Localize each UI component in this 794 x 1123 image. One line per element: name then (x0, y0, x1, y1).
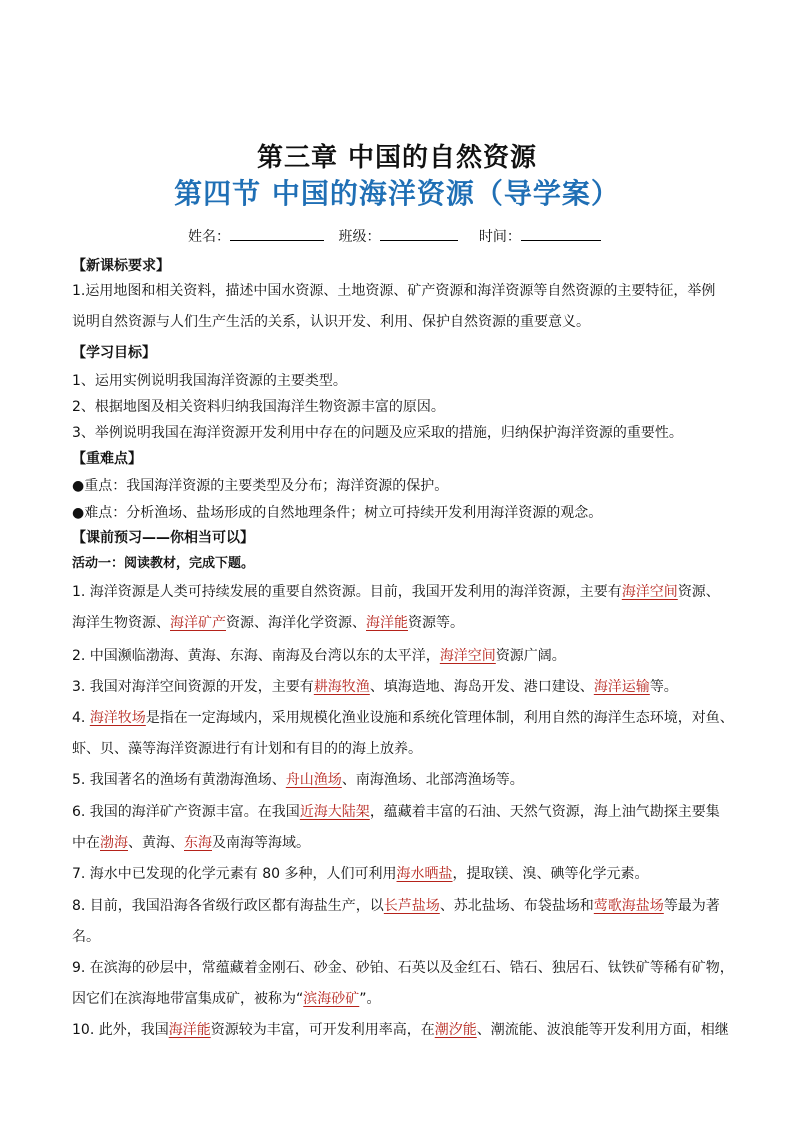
chapter-title: 第三章 中国的自然资源 (256, 143, 538, 173)
item-8-line-1 (72, 891, 732, 922)
item-7 (72, 859, 732, 890)
goal-1: 1、运用实例说明我国海洋资源的主要类型。 (72, 373, 347, 389)
answer-text: 东海 (184, 835, 212, 851)
item-text: 2. 中国濒临渤海、黄海、东海、南海及台湾以东的太平洋， (72, 648, 440, 664)
item-text: 10. 此外，我国 (72, 1022, 169, 1038)
item-text: 及南海等海域。 (212, 835, 310, 851)
answer-text: 海洋运输 (593, 679, 650, 695)
preview-heading: 【课前预习——你相当可以】 (72, 530, 254, 546)
item-text: 资源、 (677, 584, 720, 600)
item-text: 资源等。 (408, 615, 464, 631)
item-4-line-2: 虾、贝、藻等海洋资源进行有计划和有目的的海上放养。 (72, 741, 422, 757)
item-text: 3. 我国对海洋空间资源的开发，主要有 (72, 679, 314, 695)
item-1-line-1 (72, 577, 732, 608)
item-text: 8. 目前，我国沿海各省级行政区都有海盐生产，以 (72, 898, 384, 914)
item-text: 资源、海洋化学资源、 (226, 615, 366, 631)
item-3 (72, 672, 732, 703)
item-text: ”。 (359, 991, 381, 1007)
item-text: 等最为著 (663, 898, 720, 914)
item-text: 因它们在滨海地带富集成矿，被称为“ (72, 991, 304, 1007)
item-5 (72, 765, 732, 796)
item-text: 是指在一定海域内，采用规模化渔业设施和系统化管理体制，利用自然的海洋生态环境，对鱼、 (145, 710, 734, 726)
item-9-line-2 (72, 984, 732, 1015)
answer-text: 海洋能 (366, 615, 408, 631)
keypoints-heading: 【重难点】 (72, 451, 142, 467)
answer-text: 海洋能 (168, 1022, 211, 1038)
goals-heading: 【学习目标】 (72, 345, 156, 361)
item-text: 海洋生物资源、 (72, 615, 170, 631)
answer-text: 长芦盐场 (383, 898, 440, 914)
answer-text: 舟山渔场 (285, 772, 342, 788)
section-title: 第四节 中国的海洋资源（导学案） (174, 177, 620, 210)
answer-text: 海水晒盐 (396, 866, 453, 882)
curriculum-heading: 【新课标要求】 (72, 258, 170, 274)
answer-text: 耕海牧渔 (313, 679, 370, 695)
item-9-line-1: 9. 在滨海的砂层中，常蕴藏着金刚石、砂金、砂铂、石英以及金红石、锆石、独居石、钛铁矿等稀有矿物， (72, 960, 734, 976)
answer-text: 海洋空间 (621, 584, 678, 600)
item-text: ，蕴藏着丰富的石油、天然气资源，海上油气勘探主要集 (369, 804, 720, 820)
item-text: 、黄海、 (128, 835, 184, 851)
item-8-line-2: 名。 (72, 929, 100, 945)
name-label: 姓名： (188, 229, 230, 245)
item-text: 4. (72, 710, 90, 726)
answer-text: 莺歌海盐场 (593, 898, 664, 914)
item-4-line-1 (72, 703, 732, 734)
keypoint-2: ●难点：分析渔场、盐场形成的自然地理条件；树立可持续开发利用海洋资源的观念。 (72, 505, 603, 521)
name-blank[interactable] (230, 226, 324, 241)
goal-3: 3、举例说明我国在海洋资源开发利用中存在的问题及应采取的措施，归纳保护海洋资源的重要性。 (72, 425, 683, 441)
answer-text: 渤海 (100, 835, 128, 851)
answer-text: 海洋矿产 (170, 615, 226, 631)
item-6-line-1 (72, 797, 732, 828)
item-text: 5. 我国著名的渔场有黄渤海渔场、 (72, 772, 286, 788)
time-label: 时间： (478, 229, 521, 245)
item-2 (72, 641, 732, 672)
item-text: 、苏北盐场、布袋盐场和 (439, 898, 594, 914)
item-text: 1. 海洋资源是人类可持续发展的重要自然资源。目前，我国开发利用的海洋资源，主要有 (72, 584, 622, 600)
item-text: 6. 我国的海洋矿产资源丰富。在我国 (72, 804, 300, 820)
answer-text: 滨海砂矿 (303, 991, 360, 1007)
curriculum-line-2: 说明自然资源与人们生产生活的关系，认识开发、利用、保护自然资源的重要意义。 (72, 314, 590, 330)
curriculum-line-1: 1.运用地图和相关资料，描述中国水资源、土地资源、矿产资源和海洋资源等自然资源的主要特征，举例 (72, 283, 716, 299)
activity-label: 活动一：阅读教材，完成下题。 (72, 556, 255, 571)
item-text: 、南海渔场、北部湾渔场等。 (341, 772, 524, 788)
item-text: 资源较为丰富，可开发利用率高，在 (210, 1022, 435, 1038)
answer-text: 海洋牧场 (89, 710, 146, 726)
item-text: 、填海造地、海岛开发、港口建设、 (369, 679, 594, 695)
keypoint-1: ●重点：我国海洋资源的主要类型及分布；海洋资源的保护。 (72, 478, 449, 494)
answer-text: 潮汐能 (434, 1022, 477, 1038)
item-text: 资源广阔。 (495, 648, 566, 664)
goal-2: 2、根据地图及相关资料归纳我国海洋生物资源丰富的原因。 (72, 399, 445, 415)
time-blank[interactable] (521, 226, 601, 241)
class-label: 班级： (338, 229, 381, 245)
item-text: 等。 (649, 679, 678, 695)
item-6-line-2 (72, 828, 732, 859)
item-text: 7. 海水中已发现的化学元素有 80 多种，人们可利用 (72, 866, 397, 882)
item-text: ，提取镁、溴、碘等化学元素。 (452, 866, 649, 882)
answer-text: 海洋空间 (439, 648, 496, 664)
class-blank[interactable] (380, 226, 458, 241)
answer-text: 近海大陆架 (299, 804, 370, 820)
item-1-line-2 (72, 608, 732, 639)
item-text: 中在 (72, 835, 100, 851)
student-info-line (188, 226, 601, 248)
item-text: 、潮流能、波浪能等开发利用方面，相继 (476, 1022, 729, 1038)
item-10 (72, 1015, 732, 1046)
